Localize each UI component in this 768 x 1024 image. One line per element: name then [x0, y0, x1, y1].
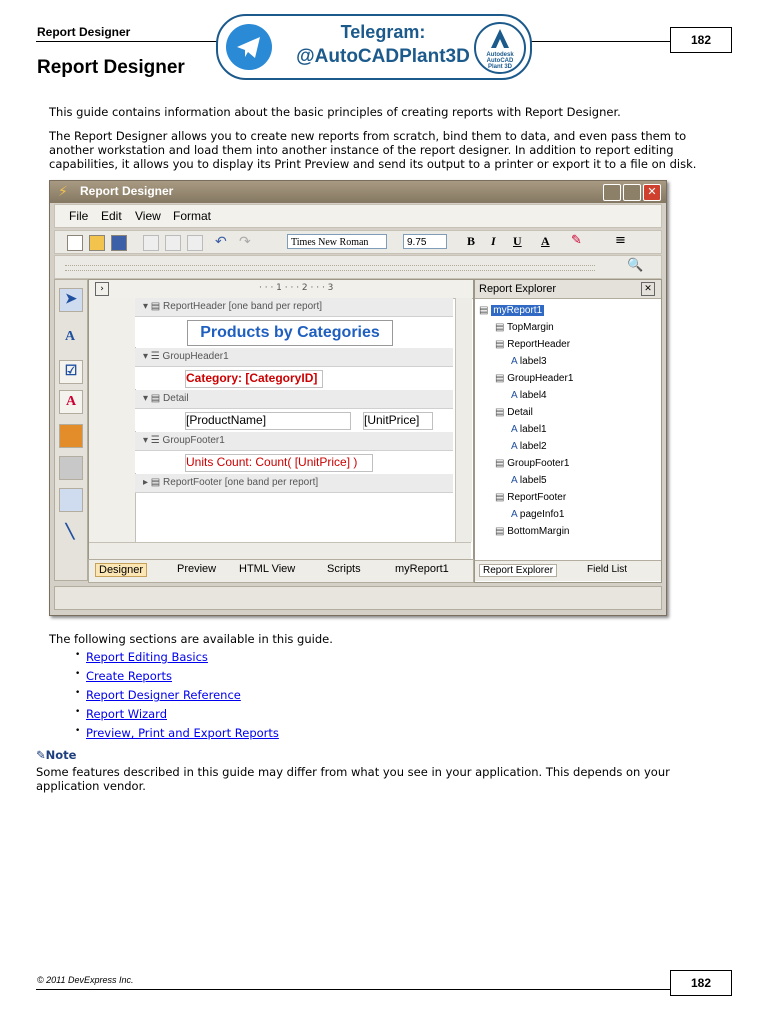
- label-node-icon: A: [511, 475, 520, 486]
- tab-scripts[interactable]: Scripts: [327, 563, 361, 575]
- zoom-icon[interactable]: 🔍: [627, 258, 644, 273]
- band-node-icon: ▤: [495, 407, 508, 418]
- page-number-bottom: 182: [670, 970, 732, 996]
- bold-button[interactable]: B: [467, 234, 476, 248]
- close-button[interactable]: ✕: [643, 184, 661, 201]
- tree-item[interactable]: [479, 489, 657, 506]
- note-icon: ✎: [36, 748, 46, 762]
- ruler: [89, 280, 473, 299]
- picture-tool-icon[interactable]: [59, 424, 83, 448]
- band-node-icon: ▤: [495, 339, 508, 350]
- tree-item[interactable]: [479, 438, 657, 455]
- font-size-select[interactable]: 9.75: [403, 234, 447, 249]
- band-node-icon: ▤: [495, 322, 508, 333]
- explorer-tabs: [475, 560, 661, 581]
- open-folder-icon[interactable]: [89, 235, 105, 251]
- banner-line1: Telegram:: [340, 22, 426, 42]
- link-report-editing-basics[interactable]: Report Editing Basics: [86, 650, 208, 664]
- explorer-close-icon[interactable]: ✕: [641, 282, 655, 296]
- tree-item[interactable]: [479, 336, 657, 353]
- align-icon[interactable]: ≡: [615, 233, 626, 248]
- label-node-icon: A: [511, 509, 520, 520]
- explorer-header: Report Explorer ✕: [475, 280, 661, 299]
- detail-body: [135, 409, 453, 431]
- footer-rule: [36, 989, 670, 990]
- redo-icon[interactable]: ↷: [239, 234, 251, 250]
- tab-field-list[interactable]: Field List: [587, 564, 628, 575]
- pointer-tool-icon[interactable]: ➤: [59, 288, 83, 312]
- banner-line2: @AutoCADPlant3D: [296, 46, 470, 67]
- vertical-scrollbar[interactable]: [455, 298, 472, 542]
- tab-designer[interactable]: Designer: [95, 563, 147, 577]
- tree-item-label: label3: [519, 356, 547, 367]
- window-title: Report Designer: [80, 184, 174, 198]
- menu-format[interactable]: Format: [173, 209, 212, 223]
- link-report-designer-reference[interactable]: Report Designer Reference: [86, 688, 241, 702]
- report-tree: [479, 302, 657, 540]
- tree-item[interactable]: [479, 319, 657, 336]
- band-group-footer[interactable]: ▾ ☰ GroupFooter1: [135, 432, 453, 451]
- band-node-icon: ▤: [495, 492, 508, 503]
- tree-item[interactable]: [479, 387, 657, 404]
- band-report-header[interactable]: ▾ ▤ ReportHeader [one band per report]: [135, 298, 453, 317]
- product-name-label[interactable]: [ProductName]: [185, 412, 351, 430]
- label-tool-icon[interactable]: A: [64, 329, 76, 344]
- unit-price-label[interactable]: [UnitPrice]: [363, 412, 433, 430]
- checkbox-tool-icon[interactable]: ☑: [59, 360, 83, 384]
- tree-item-label: TopMargin: [507, 322, 554, 333]
- view-tabs: [88, 559, 474, 583]
- label-node-icon: A: [511, 424, 520, 435]
- font-color-button[interactable]: A: [541, 234, 550, 248]
- underline-button[interactable]: U: [513, 234, 522, 248]
- menu-view[interactable]: View: [135, 209, 161, 223]
- tab-preview[interactable]: Preview: [177, 563, 217, 575]
- menu-bar: [54, 204, 662, 228]
- toolbox: [54, 279, 88, 581]
- intro-paragraph-2: The Report Designer allows you to create new reports from scratch, bind them to data, and even pass them to another workstation and load them into another instance of the report designer. In addition to report editing capabilities, it allows you to display its Print Preview and send its output to a printer or export it to a file on disk.: [49, 129, 697, 171]
- tree-item-label: ReportFooter: [507, 492, 567, 503]
- save-icon[interactable]: [111, 235, 127, 251]
- group-footer-body: [135, 451, 453, 473]
- cut-icon[interactable]: [143, 235, 159, 251]
- group-header-body: [135, 367, 453, 389]
- paste-icon[interactable]: [187, 235, 203, 251]
- richtext-tool-icon[interactable]: A: [59, 390, 83, 414]
- tree-item-label: myReport1: [493, 305, 543, 316]
- ruler-ticks: · · · 1 · · · 2 · · · 3: [259, 283, 334, 293]
- label-node-icon: A: [511, 356, 520, 367]
- highlight-icon[interactable]: ✎: [571, 233, 582, 248]
- link-preview-print-export[interactable]: Preview, Print and Export Reports: [86, 726, 279, 740]
- plant3d-logo-icon: [474, 22, 526, 74]
- tree-item[interactable]: [479, 472, 657, 489]
- tab-report-explorer[interactable]: Report Explorer: [479, 564, 557, 577]
- tree-item-label: BottomMargin: [507, 526, 570, 537]
- menu-edit[interactable]: Edit: [101, 209, 122, 223]
- design-surface[interactable]: [88, 279, 474, 561]
- intro-paragraph-1: This guide contains information about the basic principles of creating reports with Report Designer.: [49, 105, 621, 119]
- tree-item-label: label2: [519, 441, 547, 452]
- tree-item-label: label4: [519, 390, 547, 401]
- formatting-toolbar: [54, 230, 662, 254]
- band-node-icon: ▤: [495, 458, 508, 469]
- panel-tool-icon[interactable]: [59, 456, 83, 480]
- report-designer-screenshot: [49, 180, 667, 616]
- label-node-icon: A: [511, 441, 520, 452]
- new-file-icon[interactable]: [67, 235, 83, 251]
- ruler-toggle-icon[interactable]: ›: [95, 282, 109, 296]
- tab-myreport1[interactable]: myReport1: [395, 563, 449, 575]
- running-title: Report Designer: [37, 25, 131, 39]
- link-item: [86, 688, 279, 707]
- horizontal-scrollbar[interactable]: [89, 542, 471, 559]
- band-gutter: [89, 298, 136, 542]
- tab-html-view[interactable]: HTML View: [239, 563, 296, 575]
- link-create-reports[interactable]: Create Reports: [86, 669, 172, 683]
- minimize-button[interactable]: [603, 184, 621, 201]
- italic-button[interactable]: I: [491, 234, 496, 248]
- page-heading: Report Designer: [37, 57, 185, 78]
- label-node-icon: A: [511, 390, 520, 401]
- tree-item[interactable]: [479, 370, 657, 387]
- band-node-icon: ▤: [479, 305, 492, 316]
- telegram-banner: [216, 14, 532, 80]
- tree-item[interactable]: [479, 455, 657, 472]
- maximize-button[interactable]: [623, 184, 641, 201]
- report-header-body: [135, 317, 453, 347]
- band-node-icon: ▤: [495, 526, 508, 537]
- link-item: [86, 726, 279, 745]
- title-label[interactable]: Products by Categories: [187, 320, 393, 346]
- tree-item[interactable]: [479, 353, 657, 370]
- band-group-header[interactable]: ▾ ☰ GroupHeader1: [135, 348, 453, 367]
- tree-item-label: GroupHeader1: [507, 373, 574, 384]
- tree-item-label: GroupFooter1: [507, 458, 570, 469]
- copy-icon[interactable]: [165, 235, 181, 251]
- status-bar: [54, 586, 662, 610]
- undo-icon[interactable]: ↶: [215, 234, 227, 250]
- app-icon: ⚡: [58, 184, 68, 200]
- tree-item[interactable]: [479, 506, 657, 523]
- tree-item[interactable]: [479, 523, 657, 540]
- font-name-select[interactable]: Times New Roman: [287, 234, 387, 249]
- section-links: [86, 650, 279, 745]
- copyright: © 2011 DevExpress Inc.: [37, 975, 134, 985]
- units-count-label[interactable]: Units Count: Count( [UnitPrice] ): [185, 454, 373, 472]
- tree-item-label: ReportHeader: [507, 339, 571, 350]
- layout-toolbar: [54, 255, 662, 279]
- band-detail[interactable]: ▾ ▤ Detail: [135, 390, 453, 409]
- table-tool-icon[interactable]: [59, 488, 83, 512]
- category-label[interactable]: Category: [CategoryID]: [185, 370, 323, 388]
- sections-intro: The following sections are available in this guide.: [49, 632, 333, 646]
- link-item: [86, 707, 279, 726]
- tree-item[interactable]: [479, 404, 657, 421]
- line-tool-icon[interactable]: ╲: [65, 525, 75, 540]
- telegram-icon: [226, 24, 272, 70]
- note-text: Some features described in this guide may differ from what you see in your application. This depends on your application vendor.: [36, 765, 670, 793]
- tree-item-label: label1: [519, 424, 547, 435]
- tree-item-label: pageInfo1: [519, 509, 565, 520]
- page-number-top: 182: [670, 27, 732, 53]
- note-heading: ✎Note: [36, 748, 77, 762]
- layout-tools-disabled: [65, 265, 595, 271]
- band-report-footer[interactable]: ▸ ▤ ReportFooter [one band per report]: [135, 474, 453, 493]
- window-titlebar: [50, 181, 666, 203]
- link-item: [86, 669, 279, 688]
- menu-file[interactable]: File: [69, 209, 89, 223]
- tree-item-label: Detail: [507, 407, 533, 418]
- tree-item[interactable]: [479, 302, 657, 319]
- link-item: [86, 650, 279, 669]
- logo-text: Autodesk AutoCAD Plant 3D: [486, 52, 514, 70]
- report-explorer-panel: [474, 279, 662, 583]
- tree-item-label: label5: [519, 475, 547, 486]
- band-node-icon: ▤: [495, 373, 508, 384]
- tree-item[interactable]: [479, 421, 657, 438]
- link-report-wizard[interactable]: Report Wizard: [86, 707, 167, 721]
